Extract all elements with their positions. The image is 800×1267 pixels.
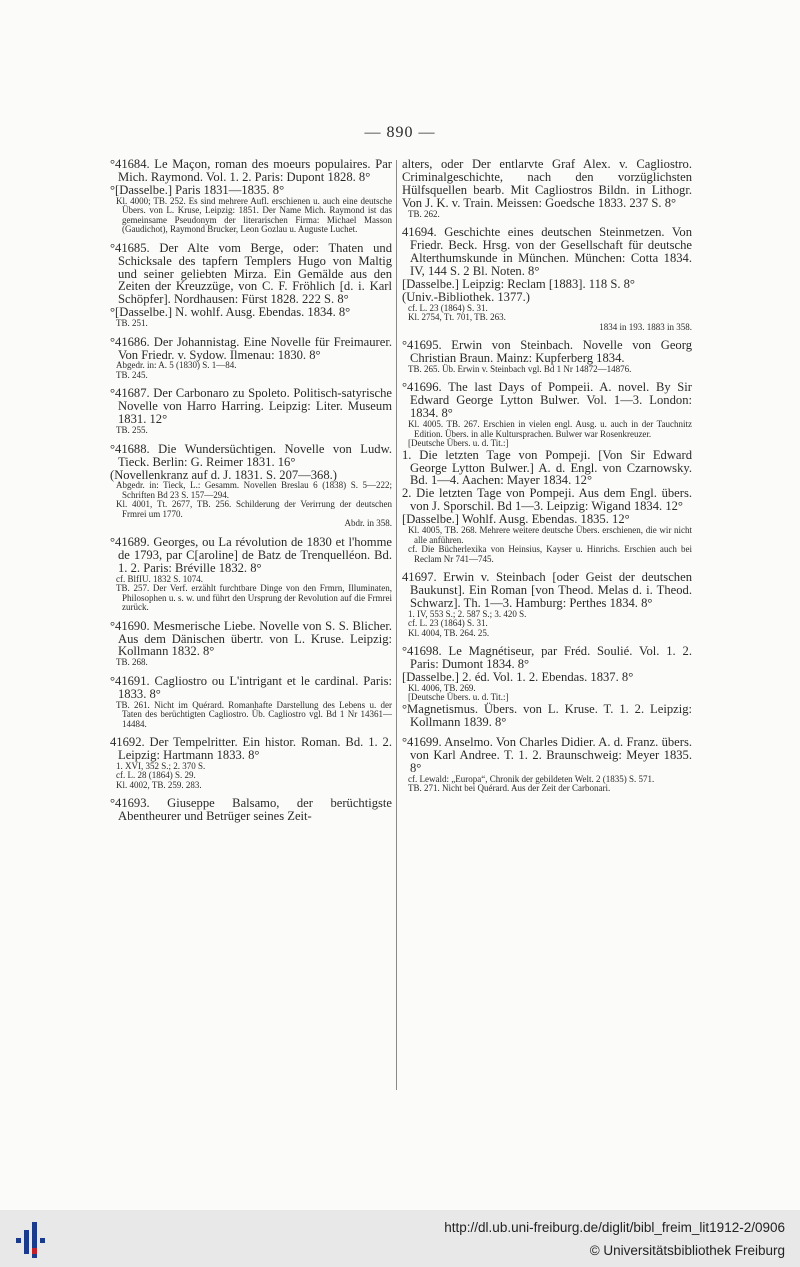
entry-note: Abdr. in 358.: [344, 518, 392, 529]
entry-note: cf. Lewald: „Europa“, Chronik der gebildeten Welt. 2 (1835) S. 571.: [408, 773, 655, 784]
bibliography-entry: [110, 387, 392, 435]
entry-text: °41690. Mesmerische Liebe. Novelle von S. S. Blicher. Aus dem Dänischen übertr. von L. Kruse. Leipzig: Kollmann 1832. 8°: [110, 618, 392, 659]
bibliography-entry: [110, 797, 392, 823]
entry-text: (Novellenkranz auf d. J. 1831. S. 207—368.): [110, 467, 337, 482]
entry-note: Kl. 4005, TB. 268. Mehrere weitere deutsche Übers. erschienen, die wir nicht alle anführen.: [408, 525, 692, 545]
left-column: [110, 158, 392, 830]
entry-note: Kl. 2754, Tt. 701, TB. 263.: [408, 312, 506, 323]
bibliography-entry: [110, 675, 392, 729]
page-number: — 890 —: [364, 124, 436, 141]
bibliography-entry: [402, 645, 692, 729]
library-logo-icon: [14, 1218, 50, 1260]
entry-note: Kl. 4002, TB. 259. 283.: [116, 779, 202, 790]
entry-note: cf. L. 23 (1864) S. 31.: [408, 302, 488, 313]
footer-bar: [0, 1210, 800, 1267]
entry-note: TB. 271. Nicht bei Quérard. Aus der Zeit der Carbonari.: [408, 783, 611, 793]
entry-note: TB. 268.: [116, 657, 148, 668]
entry-note: Kl. 4005. TB. 267. Erschien in vielen engl. Ausg. u. auch in der Tauchnitz Edition. Übers. in alle Kultursprachen. Bulwer war Rosenkreuzer.: [408, 419, 692, 439]
entry-note: TB. 265. Üb. Erwin v. Steinbach vgl. Bd 1 Nr 14872—14876.: [408, 363, 632, 374]
entry-note: 1. XVI, 352 S.; 2. 370 S.: [116, 760, 206, 771]
entry-note: Kl. 4004, TB. 264. 25.: [408, 627, 490, 638]
entry-note: [Deutsche Übers. u. d. Tit.:]: [408, 438, 509, 449]
entry-text: °41698. Le Magnétiseur, par Fréd. Soulié. Vol. 1. 2. Paris: Dumont 1834. 8°: [402, 644, 692, 672]
entry-note: TB. 255.: [116, 425, 148, 436]
entry-text: °41691. Cagliostro ou L'intrigant et le cardinal. Paris: 1833. 8°: [110, 673, 392, 701]
entry-text: °41686. Der Johannistag. Eine Novelle für Freimaurer. Von Friedr. v. Sydow. Ilmenau: 1830. 8°: [110, 334, 392, 362]
entry-text: °Magnetismus. Übers. von L. Kruse. T. 1. 2. Leipzig: Kollmann 1839. 8°: [402, 701, 692, 729]
entry-note: TB. 251.: [116, 318, 148, 329]
entry-note: [Deutsche Übers. u. d. Tit.:]: [408, 692, 509, 703]
entry-text: 41694. Geschichte eines deutschen Steinmetzen. Von Friedr. Beck. Hrsg. von der Gesellschaft für deutsche Alterthumskunde in München. München: Cotta 1834. IV, 144 S. 2 Bl. Noten. 8°: [402, 225, 692, 278]
entry-note: Abgedr. in: Tieck, L.: Gesamm. Novellen Breslau 6 (1838) S. 5—222; Schriften Bd 23 S. 157—294.: [116, 480, 392, 500]
entry-text: °41685. Der Alte vom Berge, oder: Thaten und Schicksale des tapfern Templers Hugo von Maltig und seiner geliebten Mirza. Ein Gemälde aus den Zeiten der Kreuzzüge, von C. F. Fröhlich [d. i. Karl Schöpfer]. Nordhausen: Fürst 1828. 222 S. 8°: [110, 240, 392, 307]
bibliography-entry: [402, 226, 692, 332]
entry-text: °41684. Le Maçon, roman des moeurs populaires. Par Mich. Raymond. Vol. 1. 2. Paris: Dupont 1828. 8°: [110, 157, 392, 184]
entry-text: °41687. Der Carbonaro zu Spoleto. Politisch-satyrische Novelle von Harro Harring. Leipzig: Liter. Museum 1831. 12°: [110, 386, 392, 427]
entry-text: [Dasselbe.] 2. éd. Vol. 1. 2. Ebendas. 1837. 8°: [402, 670, 634, 685]
entry-text: 41692. Der Tempelritter. Ein histor. Roman. Bd. 1. 2. Leipzig: Hartmann 1833. 8°: [110, 735, 392, 763]
entry-note: Abgedr. in: A. 5 (1830) S. 1—84.: [116, 360, 237, 371]
column-divider: [396, 160, 397, 1090]
entry-text: °41693. Giuseppe Balsamo, der berüchtigste Abentheurer und Betrüger seines Zeit-: [110, 796, 392, 824]
entry-text: °41699. Anselmo. Von Charles Didier. A. d. Franz. übers. von Karl Andree. T. 1. 2. Braunschweig: Meyer 1835. 8°: [402, 734, 692, 775]
entry-text: °41688. Die Wundersüchtigen. Novelle von Ludw. Tieck. Berlin: G. Reimer 1831. 16°: [110, 441, 392, 469]
bibliography-entry: [110, 443, 392, 529]
entry-note: Kl. 4000; TB. 252. Es sind mehrere Aufl. erschienen u. auch eine deutsche Übers. von L. Kruse, Leipzig: 1851. Der Name Mich. Raymond ist das gemeinsame Pseudonym der literarischen Firma: Michael Masson (Gaudichot), Raymond Brucker, Leon Gozlau u. Auguste Luchet.: [116, 195, 392, 235]
entry-text: °41696. The last Days of Pompeii. A. novel. By Sir Edward George Lytton Bulwer. Vol. 1—3. London: 1834. 8°: [402, 380, 692, 421]
entry-note: Kl. 4001, Tt. 2677, TB. 256. Schilderung der Verirrung der deutschen Frmrei um 1770.: [116, 499, 392, 519]
entry-note: TB. 262.: [408, 208, 440, 219]
entry-text: °41689. Georges, ou La révolution de 1830 et l'homme de 1793, par C[aroline] de Batz de Trenquelléon. Bd. 1. 2. Paris: Bréville 1832. 8°: [110, 534, 392, 575]
entry-text: [Dasselbe.] Wohlf. Ausg. Ebendas. 1835. 12°: [402, 512, 630, 527]
entry-note: TB. 257. Der Verf. erzählt furchtbare Dinge von den Frmrn, Illuminaten, Philosophen u. s. w. und führt den Ursprung der Revolution auf die Frmrei zurück.: [116, 583, 392, 613]
footer-copyright: © Universitätsbibliothek Freiburg: [589, 1243, 785, 1258]
bibliography-entry: [110, 736, 392, 790]
entry-text: (Univ.-Bibliothek. 1377.): [402, 289, 530, 304]
right-column: [402, 158, 692, 801]
bibliography-entry: [402, 736, 692, 794]
bibliography-entry: [402, 571, 692, 638]
footer-url-link[interactable]: http://dl.ub.uni-freiburg.de/diglit/bibl_freim_lit1912-2/0906: [444, 1220, 785, 1235]
entry-text: alters, oder Der entlarvte Graf Alex. v. Cagliostro. Criminalgeschichte, nach den vorzüglichsten Hülfsquellen bearb. Mit Cagliostros Bildn. in Lithogr. Von J. K. v. Train. Meissen: Goedsche 1833. 237 S. 8°: [402, 157, 692, 210]
entry-text: 1. Die letzten Tage von Pompeji. [Von Sir Edward George Lytton Bulwer.] A. d. Engl. von Czarnowsky. Bd. 1—4. Aachen: Mayer 1834. 12°: [402, 447, 692, 488]
entry-note: cf. L. 28 (1864) S. 29.: [116, 770, 196, 781]
entry-text: °[Dasselbe.] Paris 1831—1835. 8°: [110, 182, 285, 197]
entry-text: 2. Die letzten Tage von Pompeji. Aus dem Engl. übers. von J. Sporschil. Bd 1—3. Leipzig: Wigand 1834. 12°: [402, 486, 692, 514]
entry-note: cf. L. 23 (1864) S. 31.: [408, 618, 488, 629]
entry-text: °41695. Erwin von Steinbach. Novelle von Georg Christian Braun. Mainz: Kupferberg 1834.: [402, 338, 692, 365]
bibliography-entry: [110, 336, 392, 381]
bibliography-entry: [402, 381, 692, 564]
entry-note: cf. BlfIU. 1832 S. 1074.: [116, 573, 203, 584]
entry-note: 1834 in 193. 1883 in 358.: [599, 321, 692, 332]
entry-text: [Dasselbe.] Leipzig: Reclam [1883]. 118 S. 8°: [402, 276, 635, 291]
bibliography-entry: [402, 339, 692, 374]
entry-text: 41697. Erwin v. Steinbach [oder Geist der deutschen Baukunst]. Ein Roman [von Theod. Melas d. i. Theod. Schwarz]. Th. 1—3. Hamburg: Perthes 1834. 8°: [402, 570, 692, 610]
entry-note: 1. IV, 553 S.; 2. 587 S.; 3. 420 S.: [408, 608, 527, 619]
bibliography-entry: [110, 242, 392, 329]
entry-note: cf. Die Bücherlexika von Heinsius, Kayser u. Hinrichs. Erschien auch bei Reclam Nr 741—745.: [408, 544, 692, 564]
bibliography-entry: [110, 536, 392, 613]
entry-text: °[Dasselbe.] N. wohlf. Ausg. Ebendas. 1834. 8°: [110, 305, 351, 320]
bibliography-entry: [402, 158, 692, 219]
entry-note: TB. 261. Nicht im Quérard. Romanhafte Darstellung des Lebens u. der Taten des berüchtigten Cagliostro. Üb. Cagliostro vgl. Bd 1 Nr 14361—14484.: [116, 699, 392, 729]
entry-note: TB. 245.: [116, 369, 148, 380]
bibliography-entry: [110, 620, 392, 668]
entry-note: Kl. 4006, TB. 269.: [408, 682, 476, 693]
bibliography-entry: [110, 158, 392, 235]
